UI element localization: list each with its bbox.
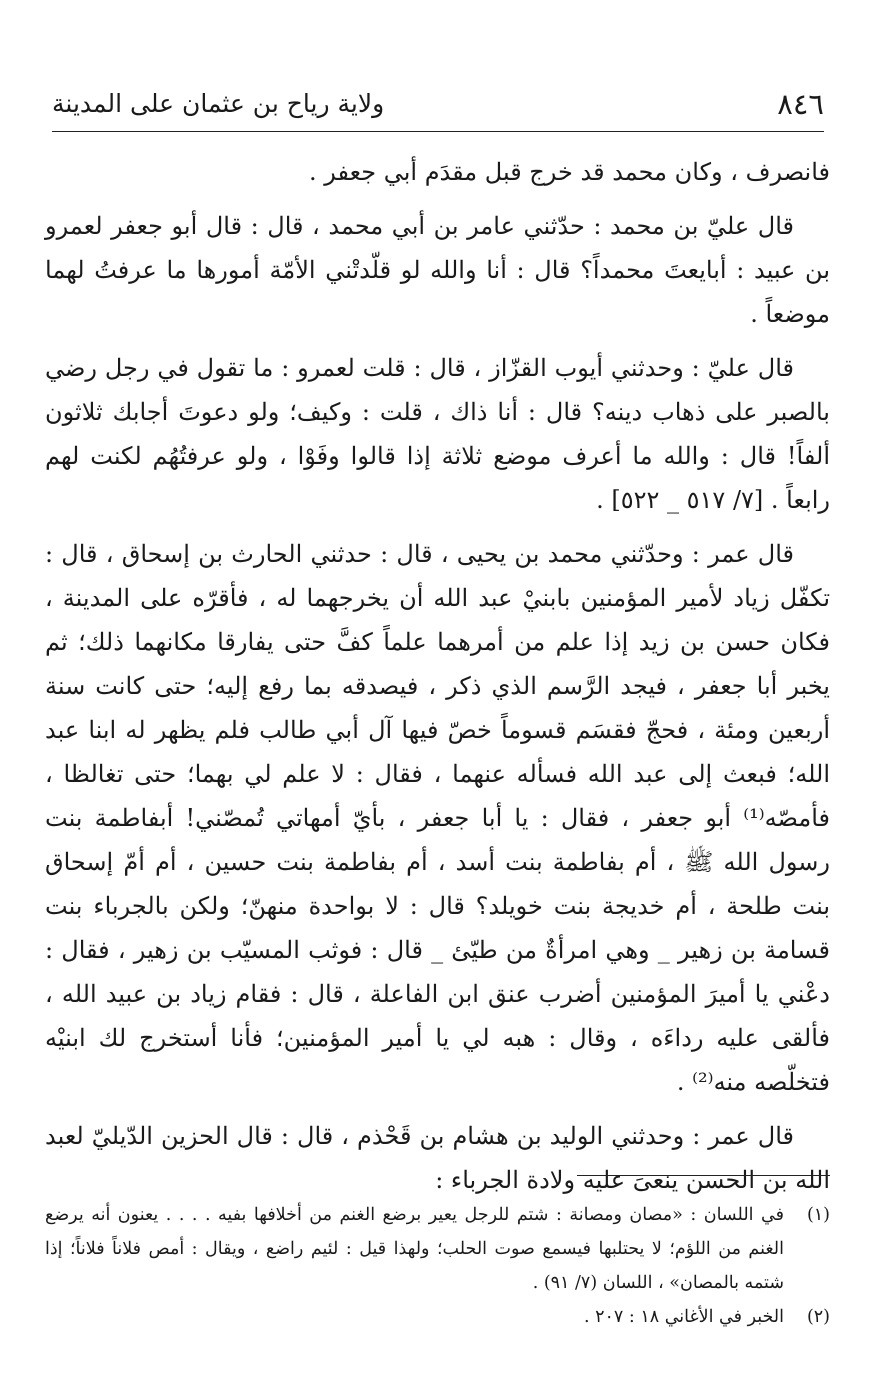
footnotes [45, 1198, 830, 1334]
paragraph: قال عمر : وحدثني الوليد بن هشام بن قَحْذم ، قال : قال الحزين الدّيليّ لعبد الله بن الحسن ينعىَ عليه ولادة الجرباء : [45, 1122, 830, 1194]
footnote-rule [577, 1175, 830, 1176]
page-header [52, 82, 824, 132]
footnote [45, 1300, 830, 1334]
footnote-number: (١) [806, 1205, 830, 1225]
running-title: ولاية رياح بن عثمان على المدينة [52, 89, 385, 118]
footnote-text: في اللسان : «مصان ومصانة : شتم للرجل يعير برضع الغنم من أخلافها بفيه . . . . يعنون أنه يرضع الغنم من اللؤم؛ لا يحتلبها فيسمع صوت الحلب؛ ولهذا قيل : لئيم راضع ، ويقال : أمص فلاناً فلاناً؛ إذا شتمه بالمصان» ، اللسان (٧/ ٩١) . [45, 1205, 784, 1293]
paragraph: قال عمر : وحدّثني محمد بن يحيى ، قال : حدثني الحارث بن إسحاق ، قال : تكفّل زياد لأمير المؤمنين بابنيْ عبد الله أن يخرجهما له ، فأقرّه على المدينة ، فكان حسن بن زيد إذا علم من أمرهما علماً كفَّ حتى يفارقا مكانهما ذلك؛ ثم يخبر أبا جعفر ، فيجد الرَّسم الذي ذكر ، فيصدقه بما رفع إليه؛ حتى كانت سنة أربعين ومئة ، فحجّ فقسَم قسوماً خصّ فيها آل أبي طالب فلم يظهر له ابنا عبد الله؛ فبعث إلى عبد الله فسأله عنهما ، فقال : لا علم لي بهما؛ حتى تغالظا ، فأمصّه⁽¹⁾ أبو جعفر ، فقال : يا أبا جعفر ، بأيّ أمهاتي تُمصّني! أبفاطمة بنت رسول الله ﷺ ، أم بفاطمة بنت أسد ، أم بفاطمة بنت حسين ، أم أمّ إسحاق بنت طلحة ، أم خديجة بنت خويلد؟ قال : لا بواحدة منهنّ؛ ولكن بالجرباء بنت قسامة بن زهير _ وهي امرأةٌ من طيّئ _ قال : فوثب المسيّب بن زهير ، فقال : دعْني يا أميرَ المؤمنين أضرب عنق ابن الفاعلة ، قال : فقام زياد بن عبيد الله ، فألقى عليه رداءَه ، وقال : هبه لي يا أمير المؤمنين؛ فأنا أستخرج لك ابنيْه فتخلّصه منه⁽²⁾ . [45, 540, 831, 1096]
paragraph: قال عليّ : وحدثني أيوب القزّاز ، قال : قلت لعمرو : ما تقول في رجل رضي بالصبر على ذهاب دينه؟ قال : أنا ذاك ، قلت : وكيف؛ ولو دعوتَ أجابك ثلاثون ألفاً! قال : والله ما أعرف موضع ثلاثة إذا قالوا وفَوْا ، ولو عرفتُهُم لكنت لهم رابعاً . [٧/ ٥١٧ _ ٥٢٢] . [45, 354, 830, 514]
footnote [45, 1198, 830, 1300]
paragraph: فانصرف ، وكان محمد قد خرج قبل مقدَم أبي جعفر . [309, 158, 830, 186]
footnote-number: (٢) [806, 1307, 830, 1327]
header-rule [52, 131, 824, 132]
footnote-text: الخبر في الأغاني ١٨ : ٢٠٧ . [583, 1307, 784, 1327]
page-number: ٨٤٦ [777, 87, 824, 121]
main-text [45, 150, 830, 1212]
paragraph: قال عليّ بن محمد : حدّثني عامر بن أبي محمد ، قال : قال أبو جعفر لعمرو بن عبيد : أبايعتَ محمداً؟ قال : أنا والله لو قلّدتْني الأمّة أمورها ما عرفتُ لهما موضعاً . [45, 212, 830, 328]
